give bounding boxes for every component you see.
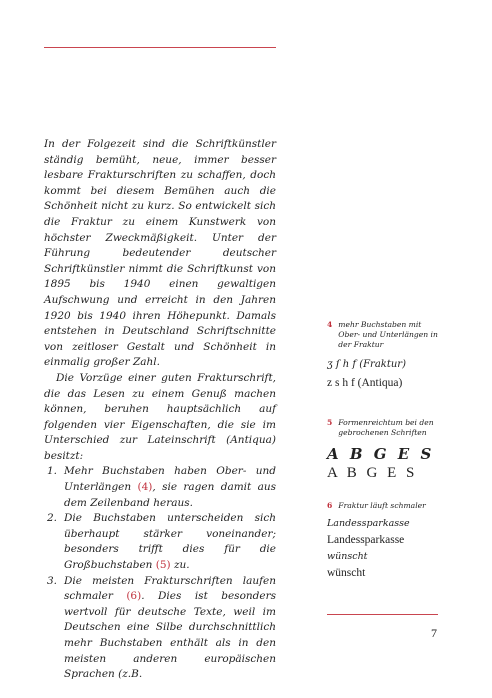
antiqua-sample: z s h f (Antiqua)	[327, 377, 403, 389]
list-item-text: zu.	[170, 559, 190, 572]
figure-reference: (5)	[155, 559, 171, 572]
top-rule	[44, 47, 276, 48]
note-caption: Formenreichtum bei den gebrochenen Schriften	[338, 418, 434, 437]
figure-reference: (6)	[126, 590, 142, 603]
note-caption: Fraktur läuft schmaler	[338, 501, 426, 510]
antiqua-word-sample: Landessparkasse	[327, 534, 405, 546]
note-number: 6	[327, 501, 333, 510]
main-text-column	[44, 137, 276, 683]
list-item-number: 2.	[47, 512, 58, 525]
paragraph-2: Die Vorzüge einer guten Frakturschrift, die das Lesen zu einem Genuß machen können, beruhen hauptsächlich auf folgenden vier Eigenschaften, die sie im Unterschied zur Lateinschrift (Antiqua) besitzt:	[44, 371, 276, 462]
page-number: 7	[431, 626, 437, 640]
list-item-text: Die meisten Frakturschriften laufen schmaler	[64, 574, 276, 603]
antiqua-word-sample: wünscht	[327, 567, 366, 579]
figure-reference: (4)	[137, 481, 153, 494]
list-item-text: , sie ragen damit aus dem Zeilenband heraus.	[64, 481, 276, 509]
list-item-text: . Dies ist besonders wertvoll für deutsche Texte, weil im Deutschen eine Silbe durchschnittlich mehr Buchstaben enthält als in den meisten anderen europäischen Sprachen (z.B.	[64, 590, 276, 681]
fraktur-capitals-sample: A B G E S	[327, 445, 435, 463]
margin-note-5	[327, 418, 445, 482]
note-number: 5	[327, 418, 333, 427]
feature-list	[44, 464, 276, 682]
fraktur-word-sample: wünscht	[327, 551, 368, 562]
list-item-number: 1.	[47, 465, 58, 478]
paragraph-1: In der Folgezeit sind die Schriftkünstler ständig bemüht, neue, immer besser lesbare Frakturschriften zu schaffen, doch kommt bei diesem Bemühen auch die Schönheit nicht zu kurz. So entwickelt sich die Fraktur zu einem Kunstwerk von höchster Zweckmäßigkeit. Unter der Führung bedeutender deutscher Schriftkünstler nimmt die Schriftkunst von 1895 bis 1940 einen gewaltigen Aufschwung und erreicht in den Jahren 1920 bis 1940 ihren Höhepunkt. Damals entstehen in Deutschland Schriftschnitte von zeitloser Gestalt und Schönheit in einmalig großer Zahl.	[44, 138, 276, 369]
note-caption: mehr Buchstaben mit Ober- und Unterlängen in der Fraktur	[338, 320, 438, 349]
antiqua-capitals-sample: A B G E S	[327, 465, 418, 481]
list-item-text: Die Buchstaben unterscheiden sich überhaupt stärker voneinander; besonders trifft dies für die Großbuchstaben	[64, 512, 276, 572]
fraktur-sample: ʒ ſ h f (Fraktur)	[327, 359, 406, 370]
bottom-rule	[327, 614, 438, 615]
list-item-number: 3.	[47, 574, 58, 587]
margin-note-4	[327, 320, 445, 391]
list-item	[44, 464, 276, 511]
list-item	[44, 511, 276, 573]
margin-note-6	[327, 501, 445, 581]
fraktur-word-sample: Landessparkasse	[327, 518, 410, 529]
note-number: 4	[327, 320, 333, 329]
list-item-text: Mehr Buchstaben haben Ober- und Unterlängen	[64, 465, 276, 494]
list-item	[44, 574, 276, 683]
